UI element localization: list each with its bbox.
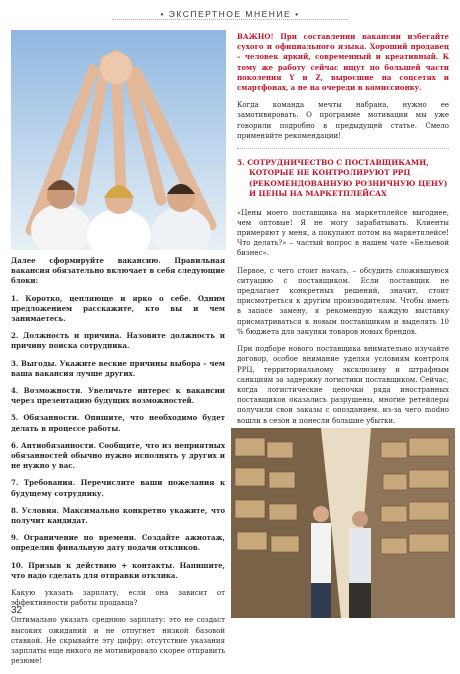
team-hands-illustration — [11, 30, 226, 250]
supplier-first-step: Первое, с чего стоит начать, – обсудить сложившуюся ситуацию с поставщиком. Если поставщик не предлагает конкретных решений, значит, стоит присмотреться к другим производителям. Чтобы иметь в запасе замену, я рекомендую каждую выставку присматриваться к новым поставщикам и выделять 10 % бюджета для закупки товаров новых брендов. — [237, 266, 449, 336]
vacancy-block-item: 5. Обязанности. Опишите, что необходимо будет делать в процессе работы. — [11, 413, 225, 433]
vacancy-intro: Далее сформируйте вакансию. Правильная вакансия обязательно включает в себя следующие блоки: — [11, 256, 225, 286]
salary-question: Какую указать зарплату, если она зависит от эффективности работы продавца? — [11, 589, 225, 608]
vacancy-block-item: 6. Антиобязанности. Сообщите, что из неприятных обязанностей обычно нужно исполнять у других и не нужно у вас. — [11, 440, 225, 471]
vacancy-block-item: 9. Ограничение по времени. Создайте ажиотаж, определив финальную дату подачи откликов. — [11, 533, 225, 553]
vacancy-block-item: 3. Выгоды. Укажите веские причины выбора – чем ваша вакансия лучше других. — [11, 358, 225, 378]
section-header: • ЭКСПЕРТНОЕ МНЕНИЕ • — [160, 9, 300, 19]
right-column — [237, 32, 449, 433]
vacancy-block-item: 8. Условия. Максимально конкретно укажите, что получит кандидат. — [11, 505, 225, 526]
vacancy-block-item: 1. Коротко, цепляюще и ярко о себе. Одним предложением расскажите, кто вы и чем занимаетесь. — [11, 293, 225, 324]
page-number: 32 — [11, 605, 23, 616]
salary-answer: Оптимально указать среднюю зарплату: это не создаст высоких ожиданий и не отпугнет низкой базовой ставкой. Не скрывайте эту цифру: отсутствие указания зарплаты еще никого не мотивировало скорее отправить резюме! — [11, 616, 225, 666]
warehouse-photo — [231, 428, 455, 618]
vacancy-block-item: 4. Возможности. Увеличьте интерес к вакансии через презентацию будущих возможностей. — [11, 386, 225, 406]
team-hands-photo — [11, 30, 226, 250]
vacancy-block-item: 10. Призыв к действию + контакты. Напишите, что надо сделать для отправки отклика. — [11, 560, 225, 580]
left-column — [11, 256, 225, 674]
warehouse-illustration — [231, 428, 455, 618]
vacancy-block-item: 7. Требования. Перечислите ваши пожелания к будущему сотруднику. — [11, 478, 225, 498]
supplier-contract-advice: При подборе нового поставщика внимательно изучайте договор, особое внимание уделяя условиям контроля РРЦ, территориальному эксклюзиву и штрафным санкциям за задержку логистики поставщиком. Сейчас, когда логистические цепочки ряда иностранных поставщиков оказались разрушены, многие ретейлеры получили свои заказы с опозданием, из-за чего modно вошли в сезон и понесли большие убытки. — [237, 345, 449, 425]
important-note: ВАЖНО! При составлении вакансии избегайте сухого и официального языка. Хороший продавец – человек яркий, современный и креативный. К тому же работу сейчас ищут по большей части поколения Y и Z, выросшие на соцсетях и смартфонах, а не на очереди в комиссионку. — [237, 32, 449, 93]
section-heading: 5. СОТРУДНИЧЕСТВО С ПОСТАВЩИКАМИ, КОТОРЫЕ НЕ КОНТРОЛИРУЮТ РРЦ (РЕКОМЕНДОВАННУЮ РОЗНИЧНУЮ ЦЕНУ) И ЦЕНЫ НА МАРКЕТПЛЕЙСАХ — [237, 158, 448, 199]
section-divider — [237, 148, 449, 149]
vacancy-block-item: 2. Должность и причина. Назовите должность и причину поиска сотрудника. — [11, 331, 225, 351]
header-divider — [112, 19, 348, 20]
motivation-paragraph: Когда команда мечты набрана, нужно ее замотивировать. О программе мотивации мы уже говорили подробно в предыдущей статье. Смело применяйте рекомендации! — [237, 101, 449, 140]
supplier-quote: «Цены моего поставщика на маркетплейсе выгоднее, чем оптовые! Я не могу зарабатывать. Клиенты примеряют у меня, а покупают потом на маркетплейсе! Что делать?» – частый вопрос в нашем чате «Бельевой бизнес». — [237, 208, 449, 258]
